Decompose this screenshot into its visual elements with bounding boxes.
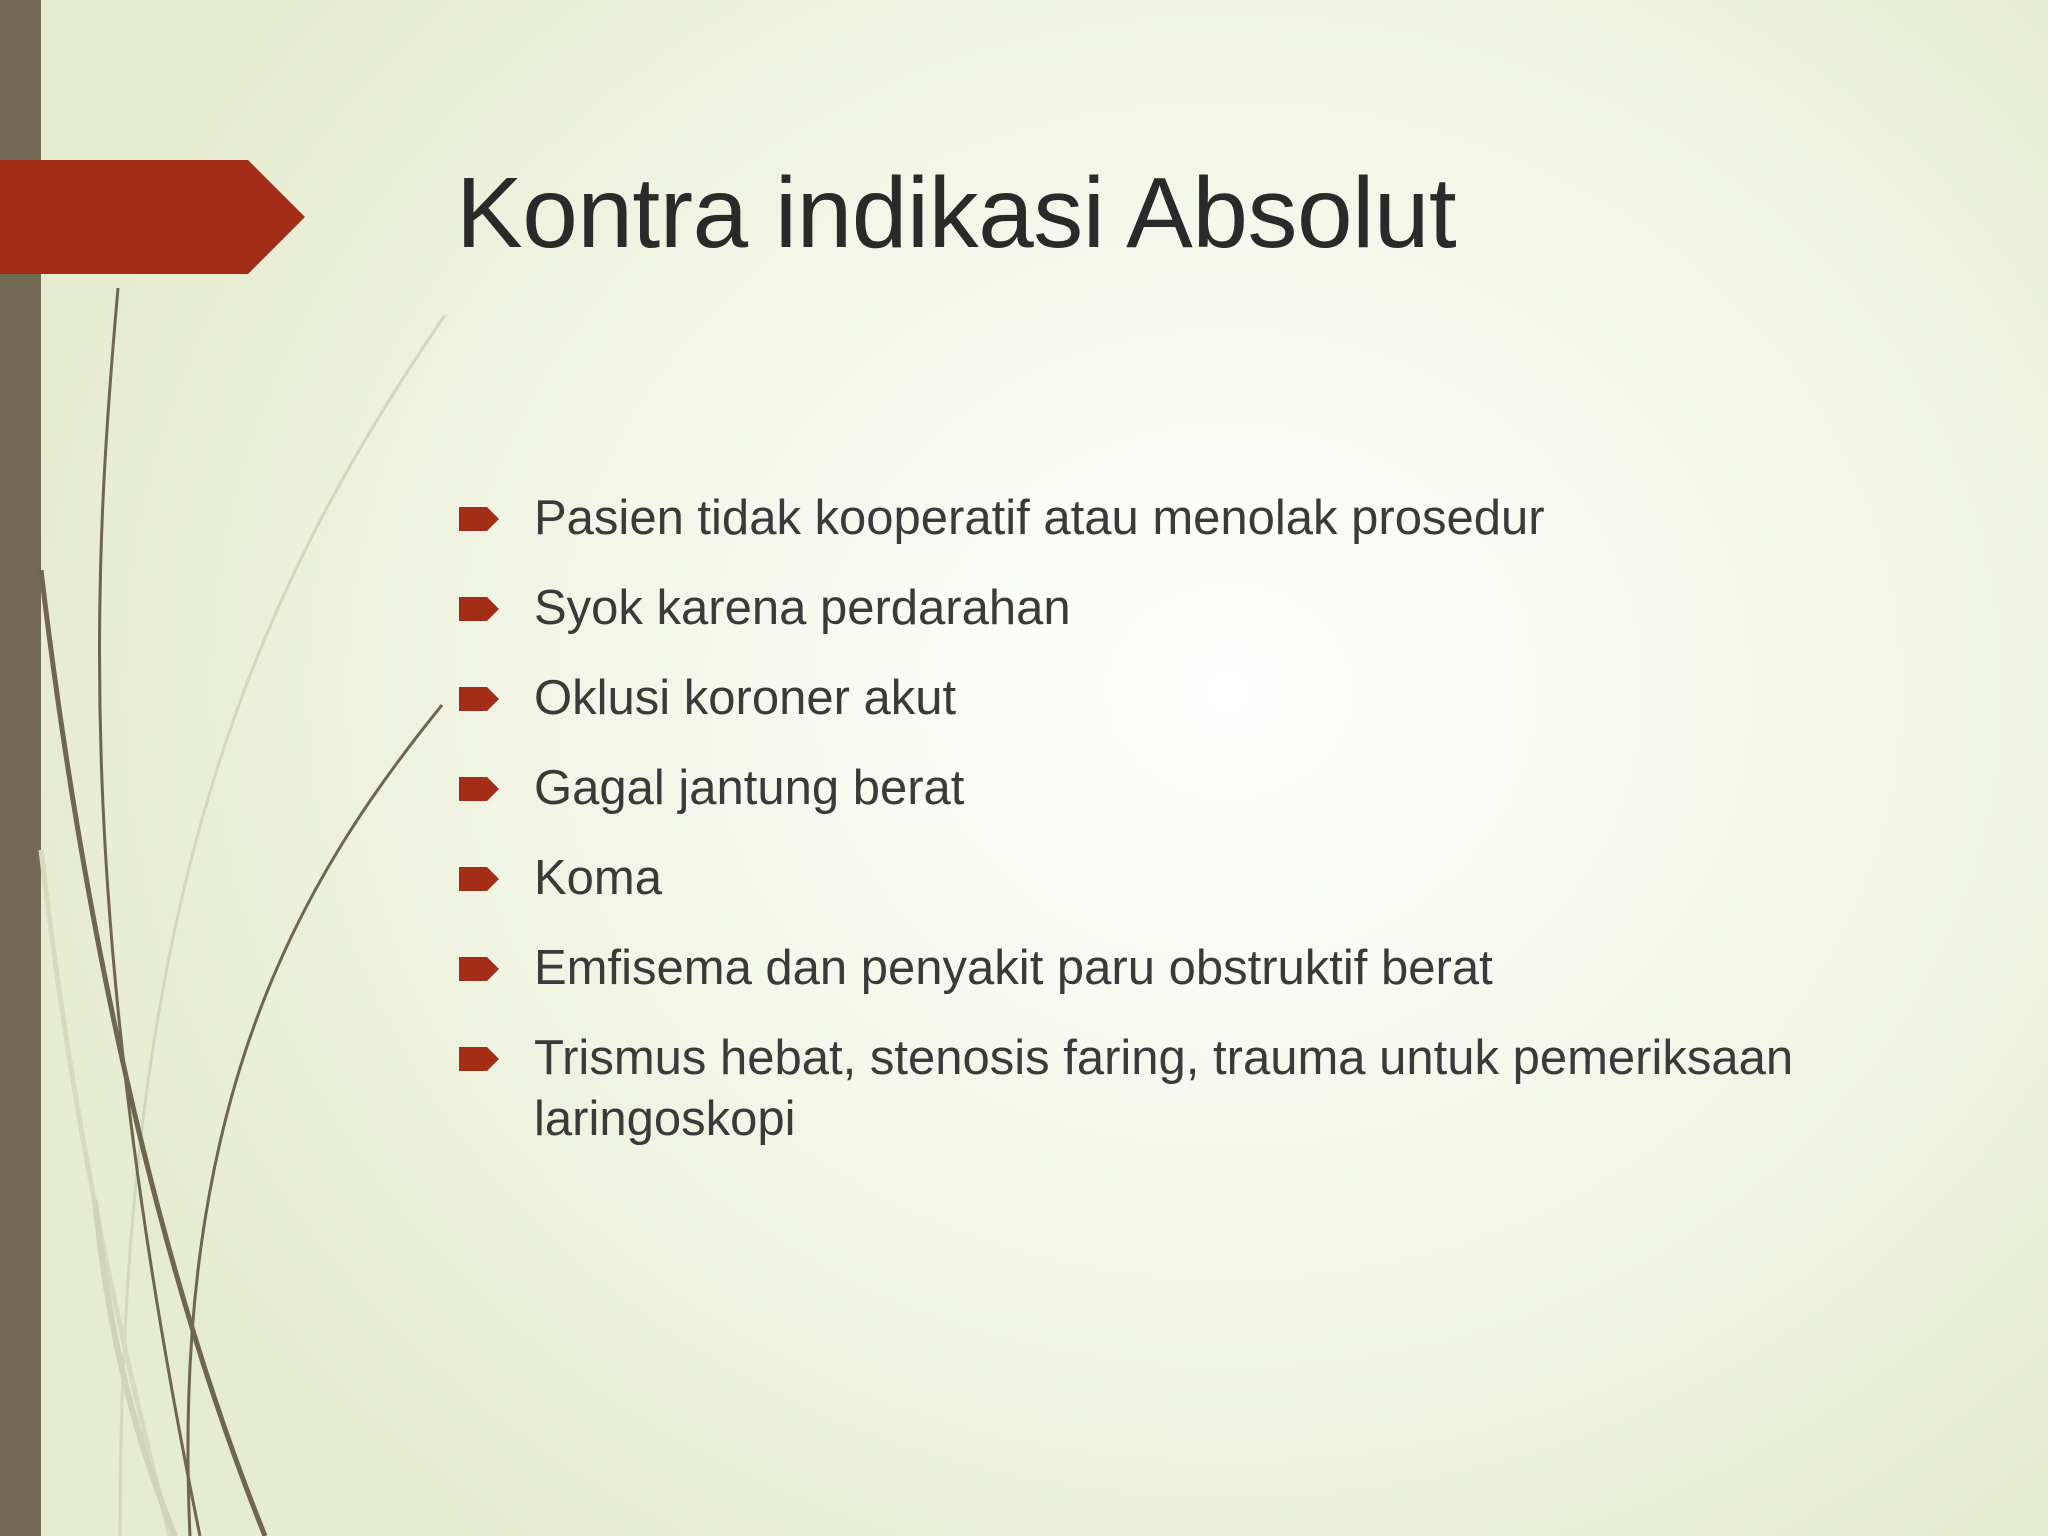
bullet-text: Emfisema dan penyakit paru obstruktif berat (534, 941, 1493, 995)
bullet-item (456, 668, 1896, 729)
arrow-bullet-icon (459, 1047, 499, 1071)
bullet-item (456, 848, 1896, 909)
bullet-text: Trismus hebat, stenosis faring, trauma untuk pemeriksaan laringoskopi (534, 1031, 1794, 1146)
bullet-item (456, 1028, 1896, 1150)
bullet-list (456, 488, 1896, 1179)
bullet-text: Pasien tidak kooperatif atau menolak prosedur (534, 491, 1545, 545)
bullet-item (456, 938, 1896, 999)
bullet-item (456, 488, 1896, 549)
arrow-bullet-icon (459, 597, 499, 621)
arrow-bullet-icon (459, 867, 499, 891)
bullet-text: Gagal jantung berat (534, 761, 965, 815)
bullet-text: Koma (534, 851, 663, 905)
bullet-item (456, 758, 1896, 819)
bullet-text: Syok karena perdarahan (534, 581, 1071, 635)
arrow-bullet-icon (459, 777, 499, 801)
arrow-bullet-icon (459, 507, 499, 531)
slide-title: Kontra indikasi Absolut (456, 157, 1457, 269)
arrow-bullet-icon (459, 957, 499, 981)
bullet-text: Oklusi koroner akut (534, 671, 957, 725)
title-accent-flag (0, 160, 310, 274)
arrow-bullet-icon (459, 687, 499, 711)
bullet-item (456, 578, 1896, 639)
